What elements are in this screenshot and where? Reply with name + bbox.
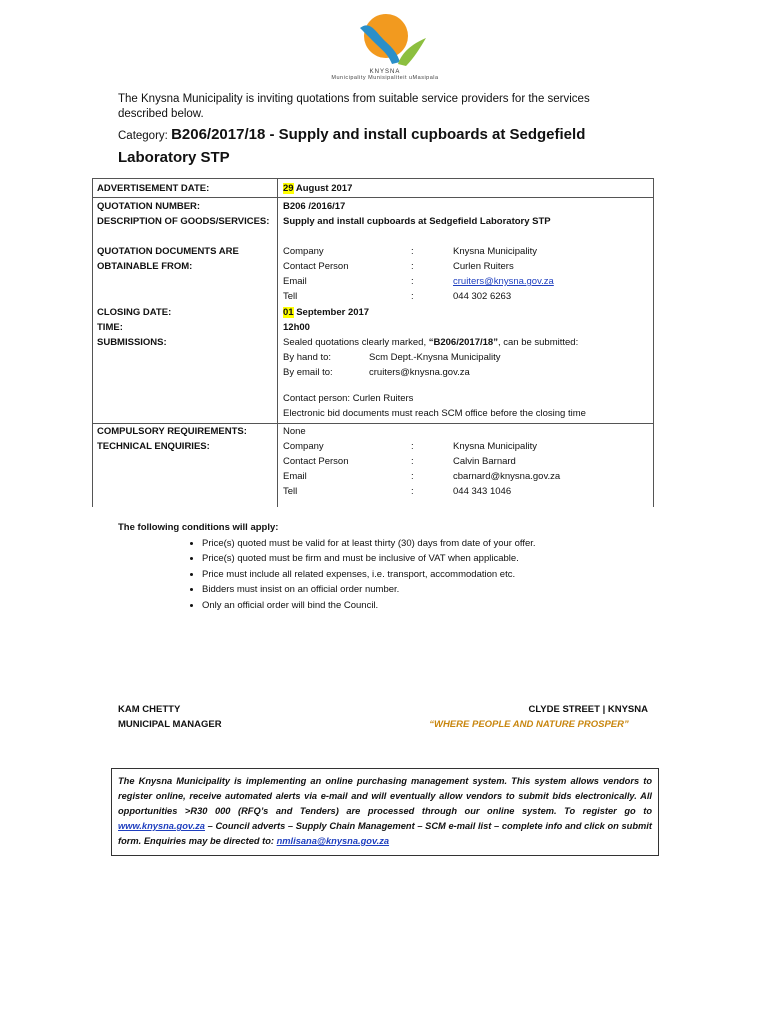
contact-key: Email — [283, 471, 307, 482]
contact-sep: : — [411, 456, 414, 467]
signatory-block — [118, 702, 222, 732]
technical-label: TECHNICAL ENQUIRIES: — [97, 441, 210, 452]
technical-email-row — [283, 469, 649, 484]
compulsory-value: None — [283, 426, 306, 437]
conditions-heading: The following conditions will apply: — [118, 522, 279, 533]
online-system-notice — [111, 768, 659, 856]
notice-text-2: – Council adverts – Supply Chain Management – SCM e-mail list – complete info and click on submit form. Enquiries may be directed to: — [118, 821, 652, 846]
by-email-row — [283, 365, 649, 380]
closing-month-year: September 2017 — [293, 307, 370, 318]
submissions-value — [283, 335, 649, 421]
technical-tell-row — [283, 484, 649, 499]
column-divider — [277, 179, 278, 507]
closing-date-label: CLOSING DATE: — [97, 307, 172, 318]
submissions-text: Sealed quotations clearly marked, — [283, 337, 429, 348]
contact-key: Email — [283, 276, 307, 287]
contact-key: Contact Person — [283, 261, 349, 272]
documents-tell-row — [283, 289, 649, 304]
contact-value: 044 343 1046 — [453, 486, 512, 497]
row-divider — [93, 197, 653, 198]
category-line — [118, 124, 638, 170]
contact-key: Tell — [283, 486, 298, 497]
submissions-text-end: , can be submitted: — [497, 337, 579, 348]
by-hand-row — [283, 350, 649, 365]
intro-text: The Knysna Municipality is inviting quotations from suitable service providers for the services described below. — [118, 93, 590, 120]
by-email-label: By email to: — [283, 367, 333, 378]
conditions-list — [118, 536, 678, 614]
closing-day: 01 — [283, 307, 294, 318]
by-hand-label: By hand to: — [283, 352, 332, 363]
website-link[interactable]: www.knysna.gov.za — [118, 821, 205, 831]
documents-email-link[interactable]: cruiters@knysna.gov.za — [453, 276, 554, 287]
address: CLYDE STREET | KNYSNA — [528, 704, 648, 715]
documents-person-row — [283, 259, 649, 274]
submissions-label: SUBMISSIONS: — [97, 337, 167, 348]
contact-value: Curlen Ruiters — [453, 261, 514, 272]
by-email-value: cruiters@knysna.gov.za — [369, 367, 470, 378]
submissions-contact: Contact person: Curlen Ruiters — [283, 393, 414, 404]
contact-sep: : — [411, 441, 414, 452]
documents-contacts — [283, 244, 649, 304]
technical-email: cbarnard@knysna.gov.za — [453, 471, 561, 482]
address-block — [400, 702, 648, 732]
time-value: 12h00 — [283, 322, 310, 333]
submissions-electronic-note: Electronic bid documents must reach SCM office before the closing time — [283, 408, 586, 419]
documents-email-row — [283, 274, 649, 289]
contact-key: Company — [283, 246, 324, 257]
slogan: “WHERE PEOPLE AND NATURE PROSPER” — [429, 719, 629, 730]
contact-key: Company — [283, 441, 324, 452]
contact-key: Tell — [283, 291, 298, 302]
contact-sep: : — [411, 471, 414, 482]
technical-company-row — [283, 439, 649, 454]
contact-sep: : — [411, 276, 414, 287]
advertisement-date-value — [283, 181, 649, 196]
knysna-emblem-icon — [340, 10, 430, 72]
contact-value: 044 302 6263 — [453, 291, 512, 302]
documents-label: QUOTATION DOCUMENTS ARE OBTAINABLE FROM: — [97, 246, 239, 272]
contact-value: Knysna Municipality — [453, 441, 537, 452]
by-hand-value: Scm Dept.-Knysna Municipality — [369, 352, 501, 363]
technical-contacts — [283, 439, 649, 499]
logo-name: KNYSNA — [369, 69, 401, 75]
advertisement-date-label: ADVERTISEMENT DATE: — [97, 183, 210, 194]
quotation-number-label: QUOTATION NUMBER: — [97, 201, 201, 212]
quotation-number-value: B206 /2016/17 — [283, 201, 346, 212]
enquiries-email-link[interactable]: nmlisana@knysna.gov.za — [276, 836, 390, 846]
signatory-name: KAM CHETTY — [118, 704, 181, 715]
technical-person-row — [283, 454, 649, 469]
advertisement-day: 29 — [283, 183, 294, 194]
list-item: • Price(s) quoted must be valid for at least thirty (30) days from date of your offer. — [202, 536, 678, 552]
spacer — [283, 380, 649, 391]
description-label: DESCRIPTION OF GOODS/SERVICES: — [97, 216, 270, 227]
closing-date-value — [283, 305, 649, 320]
list-item: • Price(s) quoted must be firm and must be inclusive of VAT when applicable. — [202, 551, 678, 567]
description-value: Supply and install cupboards at Sedgefield Laboratory STP — [283, 216, 551, 227]
contact-value: Calvin Barnard — [453, 456, 516, 467]
time-label: TIME: — [97, 322, 123, 333]
signatory-title: MUNICIPAL MANAGER — [118, 719, 222, 730]
contact-sep: : — [411, 246, 414, 257]
list-item: • Only an official order will bind the Council. — [202, 598, 678, 614]
category-label: Category: — [118, 130, 168, 142]
submissions-line — [283, 335, 649, 350]
contact-key: Contact Person — [283, 456, 349, 467]
contact-sep: : — [411, 291, 414, 302]
submissions-reference: “B206/2017/18” — [428, 337, 498, 348]
list-item: • Bidders must insist on an official order number. — [202, 582, 678, 598]
conditions-section — [118, 520, 678, 613]
contact-value: Knysna Municipality — [453, 246, 537, 257]
notice-text: The Knysna Municipality is implementing an online purchasing management system. This system allows vendors to register online, receive automated alerts via e-mail and will eventually allow vendors to submit bids electronically. All opportunities >R30 000 (RFQ’s and Tenders) are processed through our online system. To register go to — [118, 776, 652, 816]
contact-sep: : — [411, 486, 414, 497]
logo-tagline: Municipality Munisipaliteit uMasipala — [331, 75, 439, 81]
advertisement-month-year: August 2017 — [293, 183, 353, 194]
compulsory-label: COMPULSORY REQUIREMENTS: — [97, 426, 247, 437]
category-title: B206/2017/18 - Supply and install cupboards at Sedgefield Laboratory STP — [118, 126, 586, 166]
list-item: • Price must include all related expenses, i.e. transport, accommodation etc. — [202, 567, 678, 583]
contact-sep: : — [411, 261, 414, 272]
documents-company-row — [283, 244, 649, 259]
knysna-logo — [330, 10, 440, 90]
quotation-details-table — [92, 178, 654, 507]
